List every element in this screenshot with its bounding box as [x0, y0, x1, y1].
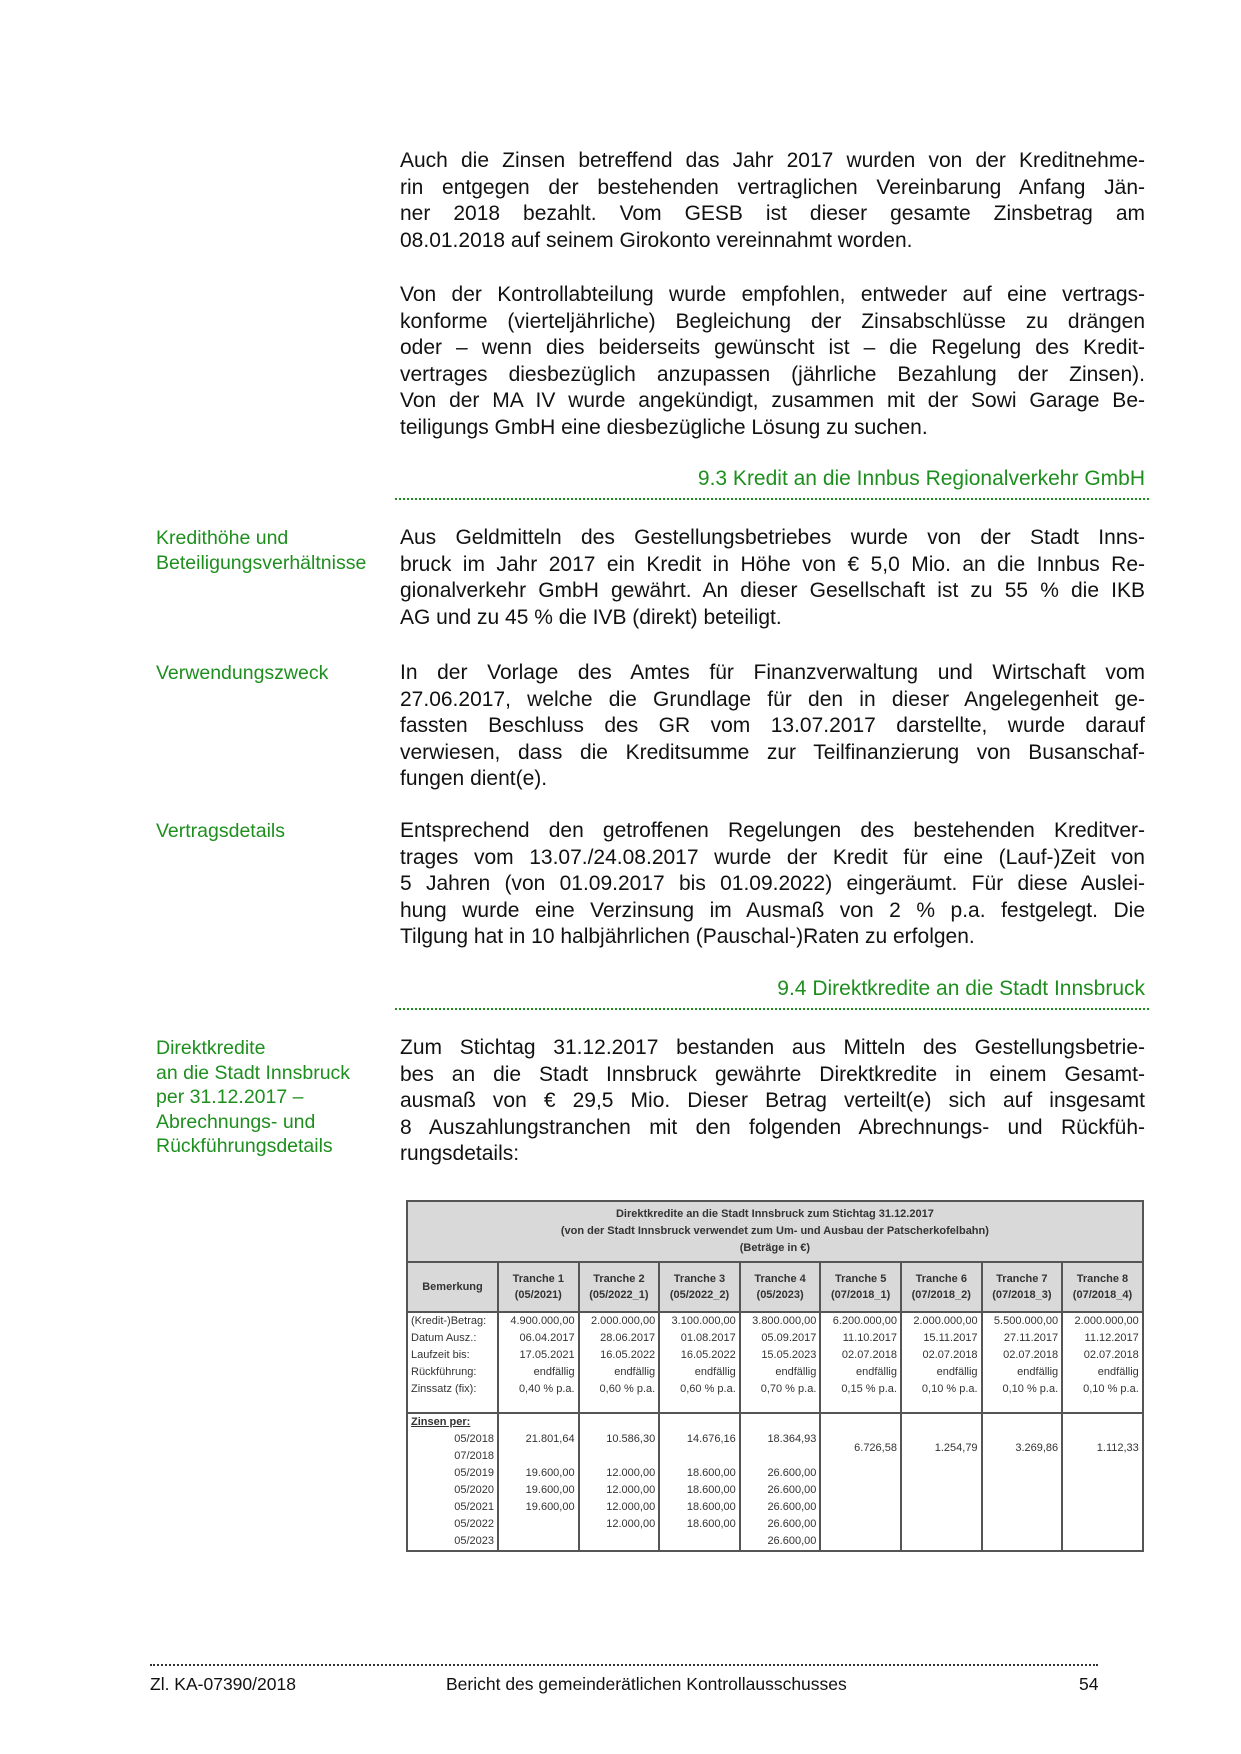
margin-label-line: Verwendungszweck: [156, 662, 329, 684]
column-header-name: Tranche 6: [915, 1273, 967, 1285]
paragraph-line: Von der MA IV wurde angekündigt, zusammen mit der Sowi Garage Be-: [400, 389, 1145, 413]
zinsen-cell: 12.000,00: [579, 1482, 660, 1499]
table-title-line: Direktkredite an die Stadt Innsbruck zum Stichtag 31.12.2017: [615, 1208, 934, 1220]
column-header-period: (07/2018_2): [911, 1289, 971, 1301]
margin-label: [156, 819, 386, 844]
column-header-bemerkung: Bemerkung: [407, 1262, 498, 1312]
empty-cell: [901, 1482, 982, 1499]
empty-cell: [820, 1413, 901, 1431]
table-cell: 16.05.2022: [579, 1347, 660, 1364]
zinsen-cell: 19.600,00: [498, 1482, 579, 1499]
paragraph-line: ner 2018 bezahlt. Vom GESB ist dieser gesamte Zinsbetrag am: [400, 202, 1145, 226]
zinsen-cell: 10.586,30: [579, 1431, 660, 1448]
zinsen-cell: 26.600,00: [740, 1482, 821, 1499]
table-row: [407, 1364, 1143, 1381]
section-divider: [395, 498, 1149, 500]
row-label: Laufzeit bis:: [407, 1347, 498, 1364]
table-row: [407, 1347, 1143, 1364]
margin-label: [156, 661, 386, 686]
row-label: Zinssatz (fix):: [407, 1381, 498, 1398]
empty-cell: [982, 1413, 1063, 1431]
empty-cell: [820, 1516, 901, 1533]
table-cell: 02.07.2018: [820, 1347, 901, 1364]
table-cell: 11.10.2017: [820, 1330, 901, 1347]
zinsen-period: 07/2018: [407, 1448, 498, 1465]
column-header-period: (05/2022_1): [589, 1289, 649, 1301]
empty-cell: [982, 1516, 1063, 1533]
table-cell: 15.05.2023: [740, 1347, 821, 1364]
table-cell: endfällig: [498, 1364, 579, 1381]
row-label: Rückführung:: [407, 1364, 498, 1381]
zinsen-cell: [498, 1448, 579, 1465]
empty-cell: [1062, 1533, 1143, 1551]
table-cell: 0,40 % p.a.: [498, 1381, 579, 1398]
table-row: [407, 1312, 1143, 1330]
paragraph-line: teiligungs GmbH eine diesbezügliche Lösung zu suchen.: [400, 415, 928, 439]
paragraph-line: ausmaß von € 29,5 Mio. Dieser Betrag verteilt(e) sich auf insgesamt: [400, 1089, 1145, 1113]
empty-cell: [1062, 1482, 1143, 1499]
zinsen-cell: 26.600,00: [740, 1533, 821, 1551]
paragraph-line: hung wurde eine Verzinsung im Ausmaß von 2 % p.a. festgelegt. Die: [400, 898, 1145, 922]
body-paragraph: [400, 525, 1145, 631]
table-cell: endfällig: [820, 1364, 901, 1381]
empty-cell: [659, 1413, 740, 1431]
table-cell: endfällig: [982, 1364, 1063, 1381]
table-cell: 0,60 % p.a.: [659, 1381, 740, 1398]
paragraph-line: fassten Beschluss des GR vom 13.07.2017 darstellte, wurde darauf: [400, 714, 1145, 738]
column-header: [498, 1262, 579, 1312]
zinsen-row: [407, 1499, 1143, 1516]
footer-divider: [150, 1664, 1098, 1666]
table-cell: 02.07.2018: [901, 1347, 982, 1364]
table-cell: 0,10 % p.a.: [982, 1381, 1063, 1398]
paragraph-line: Entsprechend den getroffenen Regelungen des bestehenden Kreditver-: [400, 819, 1145, 842]
table-cell: endfällig: [579, 1364, 660, 1381]
footer-reference: Zl. KA-07390/2018: [150, 1674, 296, 1694]
empty-cell: [1062, 1465, 1143, 1482]
empty-cell: [498, 1398, 579, 1413]
zinsen-row: [407, 1533, 1143, 1551]
paragraph-line: bruck im Jahr 2017 ein Kredit in Höhe von € 5,0 Mio. an die Innbus Re-: [400, 552, 1145, 576]
empty-cell: [1062, 1413, 1143, 1431]
zinsen-cell: 12.000,00: [579, 1465, 660, 1482]
zinsen-cell: 26.600,00: [740, 1516, 821, 1533]
zinsen-cell: 26.600,00: [740, 1499, 821, 1516]
zinsen-row: [407, 1516, 1143, 1533]
empty-cell: [982, 1499, 1063, 1516]
empty-cell: [820, 1482, 901, 1499]
empty-cell: [407, 1398, 498, 1413]
column-header: [659, 1262, 740, 1312]
paragraph-line: Aus Geldmitteln des Gestellungsbetriebes wurde von der Stadt Inns-: [400, 526, 1145, 549]
column-header-period: (05/2022_2): [669, 1289, 730, 1301]
empty-cell: [579, 1413, 660, 1431]
table-title: [407, 1201, 1143, 1262]
table-cell: 11.12.2017: [1062, 1330, 1143, 1347]
table-cell: 02.07.2018: [982, 1347, 1063, 1364]
zinsen-period: 05/2020: [407, 1482, 498, 1499]
empty-cell: [982, 1398, 1063, 1413]
column-header-period: (07/2018_3): [992, 1289, 1052, 1301]
column-header-period: (05/2021): [514, 1289, 562, 1301]
empty-cell: [1062, 1516, 1143, 1533]
empty-cell: [820, 1398, 901, 1413]
row-label: Datum Ausz.:: [407, 1330, 498, 1347]
paragraph-line: gionalverkehr GmbH gewährt. An dieser Gesellschaft ist zu 55 % die IKB: [400, 579, 1145, 603]
zinsen-period: 05/2023: [407, 1533, 498, 1551]
column-header-period: (07/2018_1): [831, 1289, 891, 1301]
direktkredite-table: [406, 1200, 1144, 1552]
zinsen-row: [407, 1465, 1143, 1482]
empty-cell: [820, 1465, 901, 1482]
paragraph-line: 8 Auszahlungstranchen mit den folgenden Abrechnungs- und Rückfüh-: [400, 1115, 1145, 1139]
paragraph-line: In der Vorlage des Amtes für Finanzverwaltung und Wirtschaft vom: [400, 661, 1145, 684]
column-header-period: (07/2018_4): [1072, 1289, 1133, 1301]
footer-report-title: Bericht des gemeinderätlichen Kontrollausschusses: [446, 1674, 847, 1694]
zinsen-cell: [659, 1533, 740, 1551]
table-cell: 4.900.000,00: [498, 1312, 579, 1330]
table-cell: 3.100.000,00: [659, 1312, 740, 1330]
zinsen-cell: [498, 1533, 579, 1551]
empty-cell: [901, 1398, 982, 1413]
margin-label-line: Kredithöhe und: [156, 527, 289, 549]
zinsen-row: [407, 1431, 1143, 1448]
zinsen-cell: 1.254,79: [901, 1431, 982, 1465]
table-row: [407, 1330, 1143, 1347]
zinsen-cell: 18.600,00: [659, 1516, 740, 1533]
paragraph-line: bes an die Stadt Innsbruck gewährte Direktkredite in einem Gesamt-: [400, 1062, 1145, 1086]
empty-cell: [498, 1413, 579, 1431]
zinsen-cell: [579, 1533, 660, 1551]
table-cell: endfällig: [901, 1364, 982, 1381]
table-cell: 05.09.2017: [740, 1330, 821, 1347]
empty-cell: [901, 1516, 982, 1533]
table-cell: 02.07.2018: [1062, 1347, 1143, 1364]
table-cell: endfällig: [1062, 1364, 1143, 1381]
column-header-name: Tranche 5: [834, 1273, 887, 1285]
table-cell: 0,60 % p.a.: [579, 1381, 660, 1398]
body-paragraph: [400, 1035, 1145, 1168]
table-row: [407, 1381, 1143, 1398]
table-cell: 2.000.000,00: [901, 1312, 982, 1330]
margin-label-line: Rückführungsdetails: [156, 1135, 333, 1157]
zinsen-header-row: [407, 1413, 1143, 1431]
section-heading: 9.4 Direktkredite an die Stadt Innsbruck: [777, 977, 1145, 1000]
table-cell: 28.06.2017: [579, 1330, 660, 1347]
table-title-line: (Beträge in €): [739, 1242, 811, 1254]
margin-label-line: an die Stadt Innsbruck: [156, 1061, 351, 1084]
row-label: (Kredit-)Betrag:: [407, 1312, 498, 1330]
zinsen-cell: [659, 1448, 740, 1465]
table-cell: 15.11.2017: [901, 1330, 982, 1347]
empty-cell: [901, 1465, 982, 1482]
zinsen-period: 05/2021: [407, 1499, 498, 1516]
zinsen-cell: [579, 1448, 660, 1465]
table-title-row: [407, 1201, 1143, 1262]
empty-cell: [1062, 1499, 1143, 1516]
margin-label: [156, 1036, 386, 1159]
column-header-period: (05/2023): [756, 1289, 804, 1301]
table-spacer-row: [407, 1398, 1143, 1413]
table-cell: 0,15 % p.a.: [820, 1381, 901, 1398]
zinsen-cell: 18.600,00: [659, 1482, 740, 1499]
paragraph-line: AG und zu 45 % die IVB (direkt) beteiligt.: [400, 605, 782, 629]
table-cell: 0,10 % p.a.: [1062, 1381, 1143, 1398]
table-cell: 2.000.000,00: [1062, 1312, 1143, 1330]
zinsen-label: Zinsen per:: [407, 1413, 498, 1431]
zinsen-row: [407, 1482, 1143, 1499]
column-header: [740, 1262, 821, 1312]
table-cell: endfällig: [659, 1364, 740, 1381]
margin-label-line: per 31.12.2017 –: [156, 1086, 304, 1108]
paragraph-line: Tilgung hat in 10 halbjährlichen (Pauschal-)Raten zu erfolgen.: [400, 925, 975, 949]
section-heading: 9.3 Kredit an die Innbus Regionalverkehr GmbH: [697, 467, 1145, 490]
paragraph-line: 27.06.2017, welche die Grundlage für den in dieser Angelegenheit ge-: [400, 687, 1145, 711]
paragraph-line: Zum Stichtag 31.12.2017 bestanden aus Mitteln des Gestellungsbetrie-: [400, 1036, 1145, 1059]
column-header-name: Tranche 3: [673, 1273, 726, 1285]
zinsen-cell: 12.000,00: [579, 1516, 660, 1533]
paragraph-line: 08.01.2018 auf seinem Girokonto vereinnahmt worden.: [400, 228, 913, 252]
zinsen-cell: 18.600,00: [659, 1465, 740, 1482]
zinsen-cell: 19.600,00: [498, 1499, 579, 1516]
column-header-name: Tranche 8: [1076, 1273, 1129, 1285]
zinsen-period: 05/2018: [407, 1431, 498, 1448]
body-paragraph: [400, 818, 1145, 951]
paragraph-line: 5 Jahren (von 01.09.2017 bis 01.09.2022) eingeräumt. Für diese Auslei-: [400, 872, 1145, 896]
table-cell: 27.11.2017: [982, 1330, 1063, 1347]
zinsen-cell: [498, 1516, 579, 1533]
zinsen-cell: 1.112,33: [1062, 1431, 1143, 1465]
table-cell: 17.05.2021: [498, 1347, 579, 1364]
paragraph-line: Auch die Zinsen betreffend das Jahr 2017 wurden von der Kreditnehme-: [400, 149, 1145, 172]
zinsen-cell: 19.600,00: [498, 1465, 579, 1482]
column-header: [820, 1262, 901, 1312]
paragraph-line: rungsdetails:: [400, 1142, 520, 1166]
zinsen-cell: 6.726,58: [820, 1431, 901, 1465]
body-paragraph: [400, 148, 1145, 254]
empty-cell: [982, 1482, 1063, 1499]
margin-label-line: Vertragsdetails: [156, 820, 285, 842]
paragraph-line: vertrages diesbezüglich anzupassen (jährliche Bezahlung der Zinsen).: [400, 362, 1145, 386]
paragraph-line: rin entgegen der bestehenden vertraglichen Vereinbarung Anfang Jän-: [400, 175, 1145, 199]
zinsen-cell: 26.600,00: [740, 1465, 821, 1482]
paragraph-line: verwiesen, dass die Kreditsumme zur Teilfinanzierung von Busanschaf-: [400, 740, 1145, 764]
body-paragraph: [400, 660, 1145, 793]
column-header-name: Tranche 2: [593, 1273, 645, 1285]
column-header: [982, 1262, 1063, 1312]
table-cell: 0,10 % p.a.: [901, 1381, 982, 1398]
empty-cell: [659, 1398, 740, 1413]
empty-cell: [982, 1533, 1063, 1551]
zinsen-cell: 18.600,00: [659, 1499, 740, 1516]
empty-cell: [740, 1398, 821, 1413]
table-cell: 3.800.000,00: [740, 1312, 821, 1330]
column-header-name: Tranche 7: [996, 1273, 1048, 1285]
empty-cell: [1062, 1398, 1143, 1413]
table-cell: endfällig: [740, 1364, 821, 1381]
table-cell: 2.000.000,00: [579, 1312, 660, 1330]
column-header: [1062, 1262, 1143, 1312]
empty-cell: [901, 1413, 982, 1431]
paragraph-line: Von der Kontrollabteilung wurde empfohlen, entweder auf eine vertrags-: [400, 283, 1145, 306]
zinsen-cell: 14.676,16: [659, 1431, 740, 1448]
empty-cell: [982, 1465, 1063, 1482]
zinsen-period: 05/2019: [407, 1465, 498, 1482]
column-header-name: Tranche 1: [512, 1273, 564, 1285]
table-cell: 6.200.000,00: [820, 1312, 901, 1330]
table-cell: 01.08.2017: [659, 1330, 740, 1347]
margin-label-line: Direktkredite: [156, 1037, 266, 1059]
empty-cell: [740, 1413, 821, 1431]
zinsen-period: 05/2022: [407, 1516, 498, 1533]
table-cell: 5.500.000,00: [982, 1312, 1063, 1330]
empty-cell: [901, 1533, 982, 1551]
zinsen-cell: 12.000,00: [579, 1499, 660, 1516]
empty-cell: [820, 1533, 901, 1551]
empty-cell: [901, 1499, 982, 1516]
body-paragraph: [400, 282, 1145, 442]
table-cell: 0,70 % p.a.: [740, 1381, 821, 1398]
table-cell: 16.05.2022: [659, 1347, 740, 1364]
page-number: 54: [1079, 1674, 1099, 1694]
column-header: [901, 1262, 982, 1312]
zinsen-cell: 18.364,93: [740, 1431, 821, 1448]
zinsen-cell: [740, 1448, 821, 1465]
table-header-row: [407, 1262, 1143, 1312]
margin-label: [156, 526, 386, 575]
empty-cell: [820, 1499, 901, 1516]
zinsen-cell: 21.801,64: [498, 1431, 579, 1448]
column-header: [579, 1262, 660, 1312]
table-cell: 06.04.2017: [498, 1330, 579, 1347]
paragraph-line: konforme (vierteljährliche) Begleichung der Zinsabschlüsse zu drängen: [400, 309, 1145, 333]
table-title-line: (von der Stadt Innsbruck verwendet zum Um- und Ausbau der Patscherkofelbahn): [560, 1225, 989, 1237]
section-divider: [395, 1008, 1149, 1010]
empty-cell: [579, 1398, 660, 1413]
margin-label-line: Abrechnungs- und: [156, 1110, 316, 1133]
paragraph-line: oder – wenn dies beiderseits gewünscht ist – die Regelung des Kredit-: [400, 336, 1145, 360]
column-header-name: Tranche 4: [754, 1273, 806, 1285]
zinsen-cell: 3.269,86: [982, 1431, 1063, 1465]
margin-label-line: Beteiligungsverhältnisse: [156, 551, 367, 574]
paragraph-line: fungen dient(e).: [400, 767, 548, 791]
paragraph-line: trages vom 13.07./24.08.2017 wurde der Kredit für eine (Lauf-)Zeit von: [400, 845, 1145, 869]
